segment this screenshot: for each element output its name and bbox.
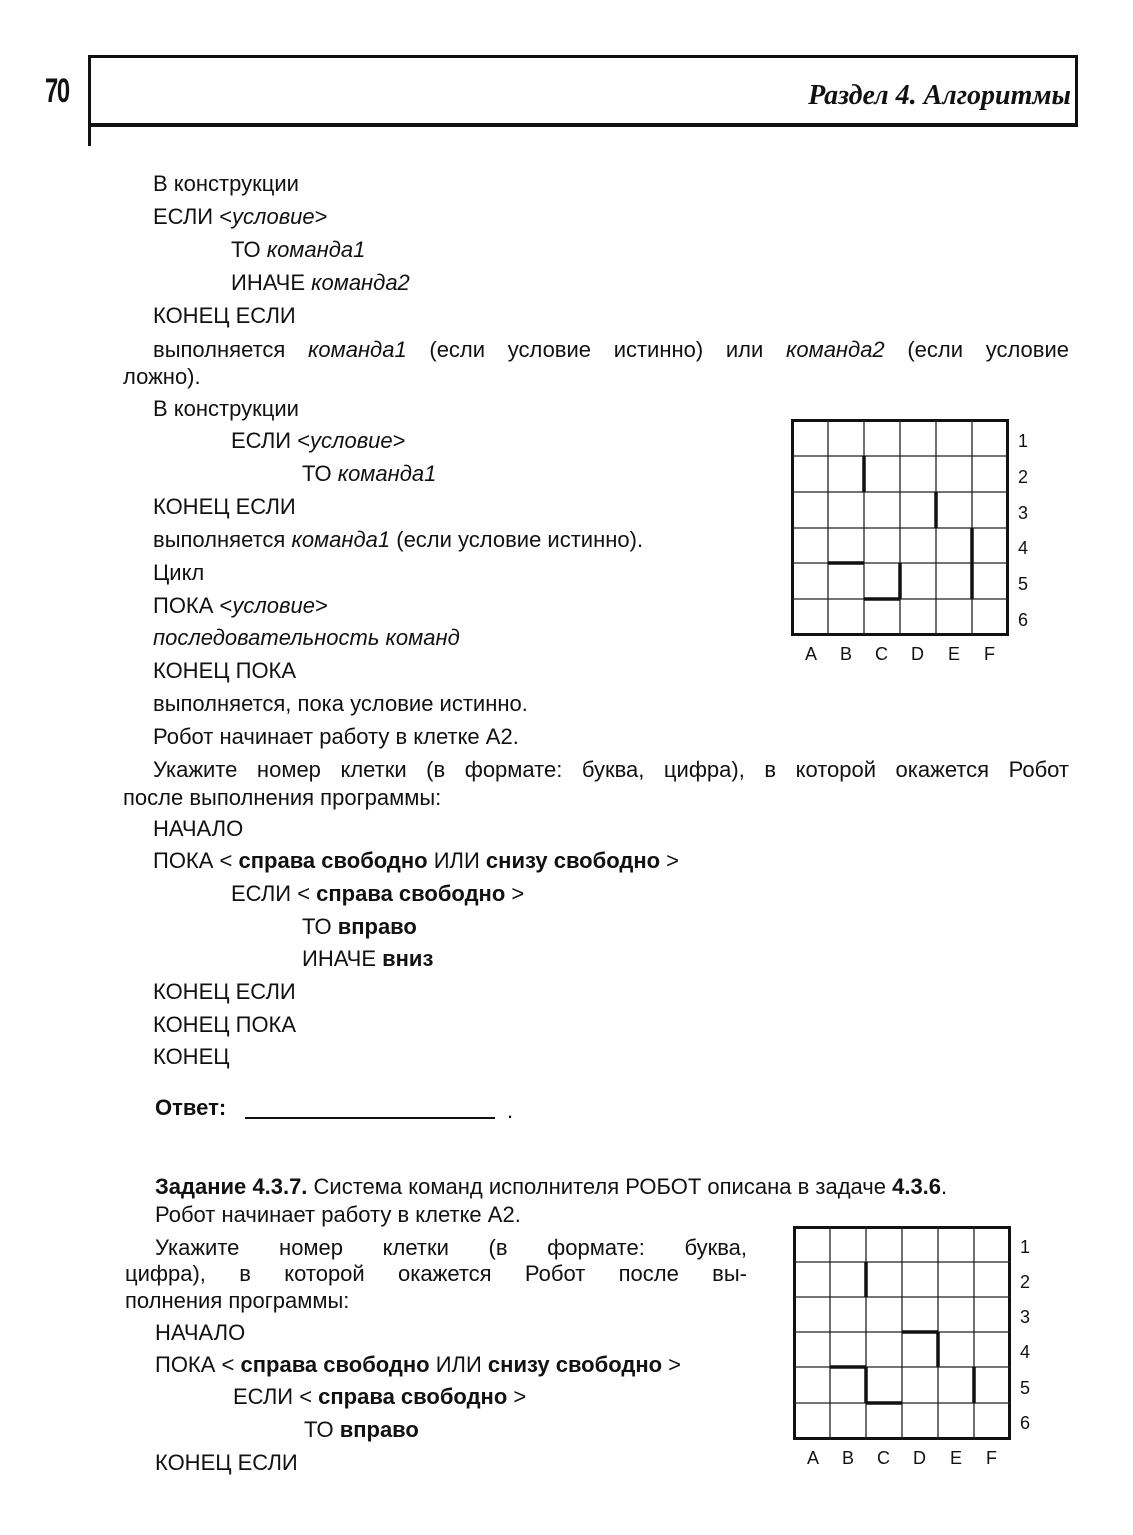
row-label: 1	[1020, 1237, 1031, 1257]
row-label: 6	[1020, 1413, 1031, 1433]
theory-line: ТО команда1	[302, 461, 437, 486]
theory-line: ПОКА <условие>	[153, 593, 328, 618]
program-line: ТО вправо	[304, 1417, 419, 1442]
answer-dot: .	[507, 1098, 514, 1123]
task1-question: Укажите номер клетки (в формате: буква, цифра), в которой окажется Робот	[153, 757, 1069, 782]
program-line: КОНЕЦ ПОКА	[153, 1012, 297, 1037]
row-label: 6	[1018, 610, 1029, 630]
program-line: ТО вправо	[302, 914, 417, 939]
col-label: B	[842, 1448, 855, 1468]
theory-line: последовательность команд	[153, 625, 460, 650]
row-label: 2	[1020, 1272, 1031, 1292]
page-number: 70	[45, 72, 69, 110]
robot-grid-2	[793, 1226, 1011, 1440]
program-line: ПОКА < справа свободно ИЛИ снизу свободно >	[153, 848, 680, 873]
col-label: F	[986, 1448, 997, 1468]
row-label: 2	[1018, 467, 1029, 487]
answer-field[interactable]	[245, 1117, 495, 1119]
task2-question: Укажите номер клетки (в формате: буква,	[155, 1235, 747, 1260]
row-label: 1	[1018, 431, 1029, 451]
theory-line: КОНЕЦ ЕСЛИ	[153, 303, 296, 328]
task2-question: полнения программы:	[125, 1288, 350, 1313]
theory-line: ТО команда1	[231, 237, 366, 262]
theory-line: В конструкции	[153, 396, 299, 421]
program-line: КОНЕЦ	[153, 1044, 230, 1069]
program-line: НАЧАЛО	[155, 1320, 246, 1345]
theory-line: Цикл	[153, 560, 205, 585]
section-title: Раздел 4. Алгоритмы	[808, 80, 1071, 111]
col-label: A	[807, 1448, 820, 1468]
theory-line: выполняется, пока условие истинно.	[153, 691, 528, 716]
robot-grid-1	[791, 419, 1009, 636]
row-label: 3	[1018, 503, 1029, 523]
col-label: A	[805, 644, 818, 664]
program-line: ЕСЛИ < справа свободно >	[231, 881, 525, 906]
theory-line: ложно).	[123, 364, 201, 389]
col-label: E	[948, 644, 961, 664]
col-label: C	[875, 644, 888, 664]
program-line: ЕСЛИ < справа свободно >	[233, 1384, 527, 1409]
row-label: 3	[1020, 1307, 1031, 1327]
row-label: 4	[1018, 538, 1029, 558]
col-label: E	[950, 1448, 963, 1468]
theory-line: выполняется команда1 (если условие истинно).	[153, 527, 644, 552]
task1-start: Робот начинает работу в клетке А2.	[153, 724, 519, 749]
theory-line: ЕСЛИ <условие>	[153, 204, 328, 229]
theory-line: КОНЕЦ ЕСЛИ	[153, 494, 296, 519]
program-line: КОНЕЦ ЕСЛИ	[153, 979, 296, 1004]
col-label: B	[840, 644, 853, 664]
program-line: НАЧАЛО	[153, 816, 244, 841]
col-label: D	[913, 1448, 926, 1468]
program-line: ИНАЧЕ вниз	[302, 946, 434, 971]
header-divider	[88, 126, 91, 146]
program-line: ПОКА < справа свободно ИЛИ снизу свободно >	[155, 1352, 682, 1377]
program-line: КОНЕЦ ЕСЛИ	[155, 1450, 298, 1475]
theory-line: выполняется команда1 (если условие истинно) или команда2 (если условие	[153, 337, 1069, 362]
task1-question: после выполнения программы:	[123, 785, 442, 810]
theory-line: КОНЕЦ ПОКА	[153, 658, 297, 683]
task2-start: Робот начинает работу в клетке А2.	[155, 1202, 521, 1227]
answer-label: Ответ:	[155, 1095, 227, 1120]
row-label: 5	[1018, 574, 1029, 594]
col-label: D	[911, 644, 924, 664]
col-label: C	[877, 1448, 890, 1468]
row-label: 5	[1020, 1378, 1031, 1398]
theory-line: ЕСЛИ <условие>	[231, 428, 406, 453]
task2-heading: Задание 4.3.7. Система команд исполнителя РОБОТ описана в задаче 4.3.6.	[155, 1174, 948, 1199]
col-label: F	[984, 644, 995, 664]
theory-line: В конструкции	[153, 171, 299, 196]
theory-line: ИНАЧЕ команда2	[231, 270, 410, 295]
task2-question: цифра), в которой окажется Робот после вы-	[125, 1261, 747, 1286]
row-label: 4	[1020, 1342, 1031, 1362]
